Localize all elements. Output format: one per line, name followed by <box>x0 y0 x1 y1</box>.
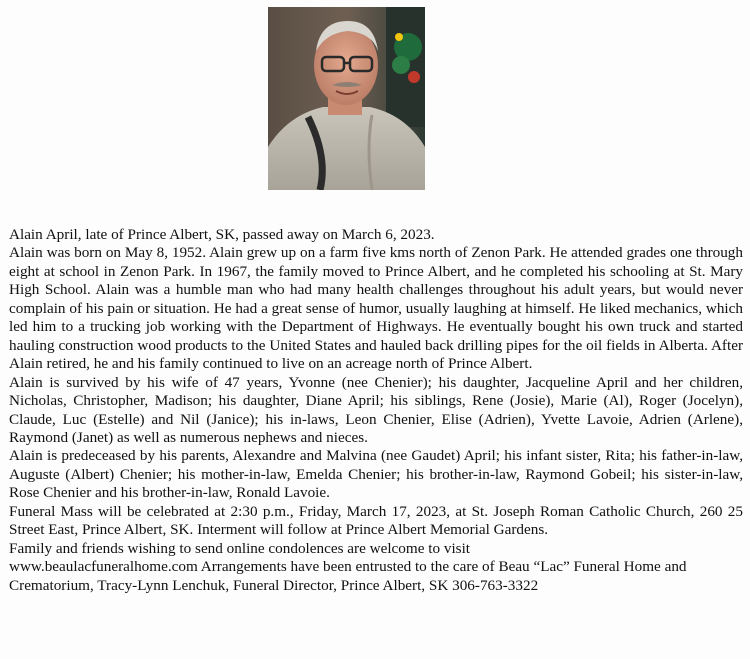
portrait-photo <box>268 7 425 190</box>
arrangements-paragraph: www.beaulacfuneralhome.com Arrangements have been entrusted to the care of Beau “Lac” Funeral Home and Crematorium, Tracy-Lynn Lenchuk, Funeral Director, Prince Albert, SK 306-763-3322 <box>9 558 687 594</box>
obituary-text <box>9 226 743 595</box>
survived-by-paragraph: Alain is survived by his wife of 47 years, Yvonne (nee Chenier); his daughter, Jacqueline April and her children, Nicholas, Christopher, Madison; his daughter, Diane April; his siblings, Rene (Josie), Marie (Al), Roger (Jocelyn), Claude, Luc (Estelle) and Nil (Janice); his in-laws, Leon Chenier, Elise (Adrien), Yvette Lavoie, Adrien (Arlene), Raymond (Janet) as well as numerous nephews and nieces. <box>9 373 743 446</box>
death-notice-paragraph: Alain April, late of Prince Albert, SK, passed away on March 6, 2023. <box>9 226 435 243</box>
biography-paragraph: Alain was born on May 8, 1952. Alain grew up on a farm five kms north of Zenon Park. He attended grades one through eight at school in Zenon Park. In 1967, the family moved to Prince Albert, and he completed his schooling at St. Mary High School. Alain was a humble man who had many health challenges throughout his adult years, but would never complain of his pain or situation. He had a great sense of humor, usually laughing at himself. He liked mechanics, which led him to a trucking job working with the Department of Highways. He eventually bought his own truck and started hauling construction wood products to the United States and hauled back drilling pipes for the oil fields in Alberta. After Alain retired, he and his family continued to live on an acreage north of Prince Albert. <box>9 244 743 373</box>
condolences-paragraph: Family and friends wishing to send online condolences are welcome to visit <box>9 539 471 557</box>
predeceased-by-paragraph: Alain is predeceased by his parents, Alexandre and Malvina (nee Gaudet) April; his infant sister, Rita; his father-in-law, Auguste (Albert) Chenier; his mother-in-law, Emelda Chenier; his brother-in-law, Raymond Gobeil; his sister-in-law, Rose Chenier and his brother-in-law, Ronald Lavoie. <box>9 447 743 502</box>
funeral-mass-paragraph: Funeral Mass will be celebrated at 2:30 p.m., Friday, March 17, 2023, at St. Joseph Roman Catholic Church, 260 25 Street East, Prince Albert, SK. Interment will follow at Prince Albert Memorial Gardens. <box>9 502 743 539</box>
